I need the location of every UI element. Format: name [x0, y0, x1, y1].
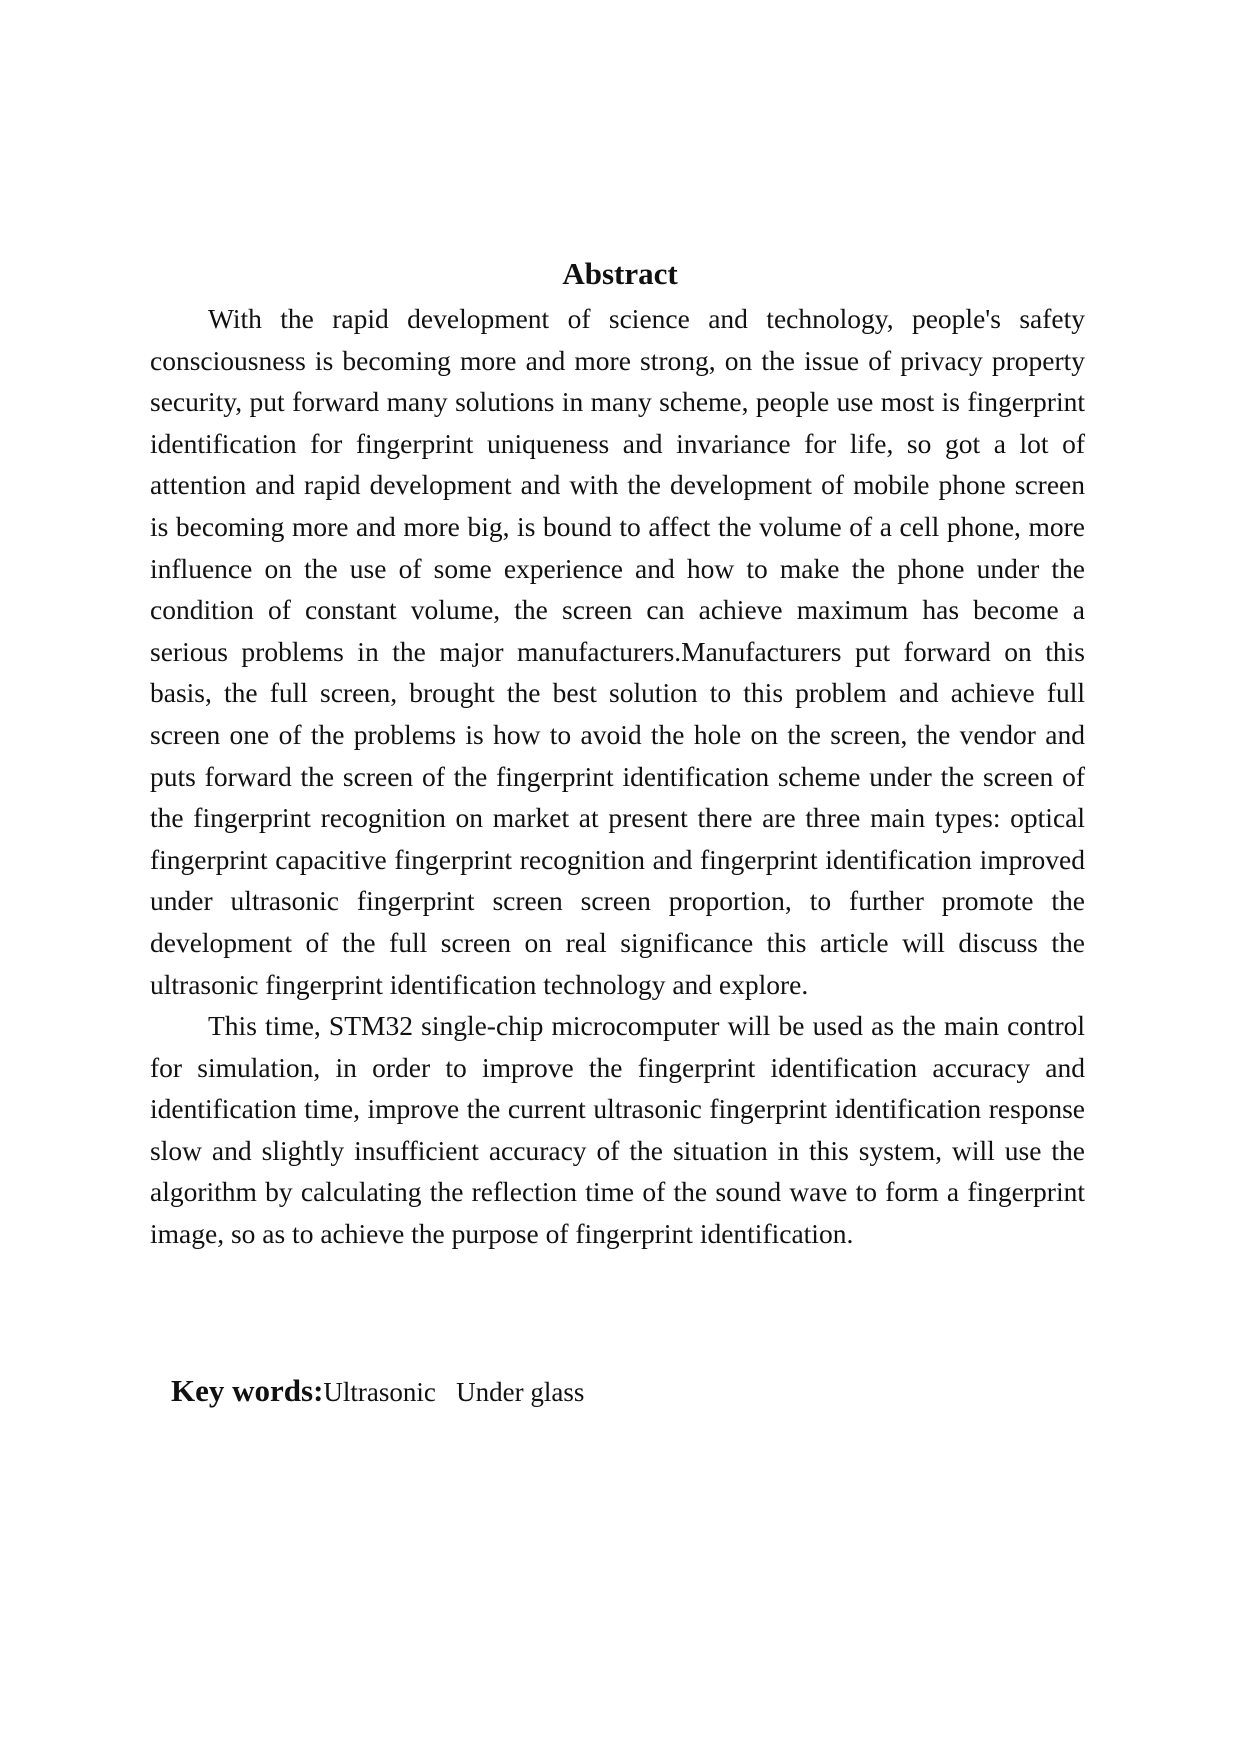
abstract-body	[150, 298, 1085, 1255]
abstract-paragraph-2: This time, STM32 single-chip microcomputer will be used as the main control for simulation, in order to improve the fingerprint identification accuracy and identification time, improve the current ultrasonic fingerprint identification response slow and slightly insufficient accuracy of the situation in this system, will use the algorithm by calculating the reflection time of the sound wave to form a fingerprint image, so as to achieve the purpose of fingerprint identification.	[150, 1010, 1085, 1250]
abstract-title: Abstract	[562, 256, 678, 291]
keywords-label: Key words:	[171, 1373, 324, 1408]
keywords-line	[171, 1371, 584, 1412]
keywords-value: Ultrasonic Under glass	[323, 1377, 585, 1407]
abstract-paragraph-1: With the rapid development of science and technology, people's safety consciousness is becoming more and more strong, on the issue of privacy property security, put forward many solutions in many scheme, people use most is fingerprint identification for fingerprint uniqueness and invariance for life, so got a lot of attention and rapid development and with the development of mobile phone screen is becoming more and more big, is bound to affect the volume of a cell phone, more influence on the use of some experience and how to make the phone under the condition of constant volume, the screen can achieve maximum has become a serious problems in the major manufacturers.Manufacturers put forward on this basis, the full screen, brought the best solution to this problem and achieve full screen one of the problems is how to avoid the hole on the screen, the vendor and puts forward the screen of the fingerprint identification scheme under the screen of the fingerprint recognition on market at present there are three main types: optical fingerprint capacitive fingerprint recognition and fingerprint identification improved under ultrasonic fingerprint screen screen proportion, to further promote the development of the full screen on real significance this article will discuss the ultrasonic fingerprint identification technology and explore.	[150, 303, 1085, 1000]
